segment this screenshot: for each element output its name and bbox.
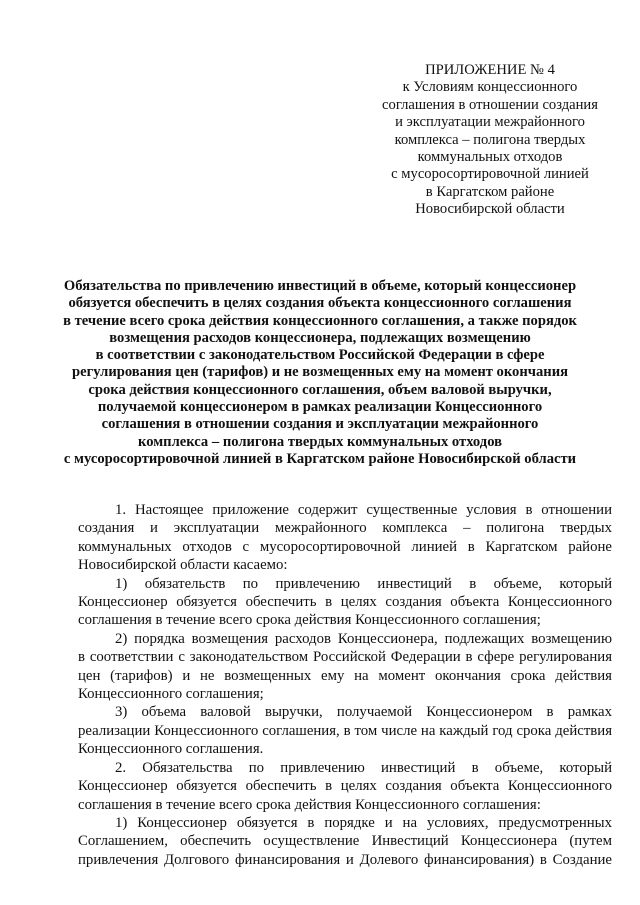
text-line: реализации Концессионного соглашения, в том числе на каждый год срока действия xyxy=(78,722,612,739)
document-heading xyxy=(20,278,620,468)
paragraph-2-item-1 xyxy=(78,814,612,869)
text-line: соглашения в течение всего срока действия Концессионного соглашения: xyxy=(78,796,541,813)
heading-line: срока действия концессионного соглашения, объем валовой выручки, xyxy=(88,381,552,398)
heading-line: возмещения расходов концессионера, подлежащих возмещению xyxy=(109,329,531,346)
heading-line: в соответствии с законодательством Российской Федерации в сфере xyxy=(95,347,545,364)
text-line: 1. Настоящее приложение содержит существенные условия в отношении xyxy=(115,502,612,518)
heading-line: обязуется обеспечить в целях создания объекта концессионного соглашения xyxy=(68,295,572,312)
appendix-header xyxy=(365,62,615,219)
paragraph-1-item-2 xyxy=(78,630,612,704)
heading-line: с мусоросортировочной линией в Каргатском районе Новосибирской области xyxy=(63,450,577,467)
paragraph-1-item-3 xyxy=(78,703,612,758)
appendix-line: в Каргатском районе xyxy=(425,183,555,200)
text-line: Новосибирской области касаемо: xyxy=(78,557,288,574)
document-body xyxy=(78,501,612,869)
appendix-line: коммунальных отходов xyxy=(417,149,563,166)
paragraph-1-item-1 xyxy=(78,575,612,630)
text-line: 3) объема валовой выручки, получаемой Концессионером в рамках xyxy=(115,704,612,721)
text-line: Концессионного соглашения; xyxy=(78,686,264,703)
text-line: 2) порядка возмещения расходов Концессионера, подлежащих возмещению xyxy=(115,630,612,647)
appendix-line: соглашения в отношении создания xyxy=(382,96,598,113)
text-line: Концессионер обязуется обеспечить в целях создания объекта Концессионного xyxy=(78,594,612,611)
appendix-line: Новосибирской области xyxy=(415,201,565,218)
appendix-line: комплекса – полигона твердых xyxy=(394,131,586,148)
heading-line: комплекса – полигона твердых коммунальных отходов xyxy=(137,433,503,450)
text-line: 2. Обязательства по привлечению инвестиций в объеме, который xyxy=(115,759,612,776)
text-line: Концессионер обязуется обеспечить в целях создания объекта Концессионного xyxy=(78,778,612,795)
text-line: цен (тарифов) и не возмещенных ему на момент окончания срока действия xyxy=(78,667,612,684)
text-line: Соглашением, обеспечить осуществление Инвестиций Концессионера (путем xyxy=(78,833,612,850)
text-line: привлечения Долгового финансирования и Долевого финансирования) в Создание xyxy=(78,851,612,868)
heading-line: получаемой концессионером в рамках реализации Концессионного xyxy=(97,399,543,416)
paragraph-1 xyxy=(78,501,612,575)
text-line: 1) Концессионер обязуется в порядке и на условиях, предусмотренных xyxy=(115,814,612,831)
heading-line: соглашения в отношении создания и эксплуатации межрайонного xyxy=(101,416,539,433)
paragraph-2 xyxy=(78,759,612,814)
heading-line: в течение всего срока действия концессионного соглашения, а также порядок xyxy=(63,312,577,329)
appendix-line: и эксплуатации межрайонного xyxy=(395,114,585,131)
appendix-line: с мусоросортировочной линией xyxy=(391,166,589,183)
heading-line: регулирования цен (тарифов) и не возмещенных ему на момент окончания xyxy=(71,364,569,381)
heading-line: Обязательства по привлечению инвестиций в объеме, который концессионер xyxy=(63,278,577,294)
text-line: коммунальных отходов с мусоросортировочной линией в Каргатском районе xyxy=(78,538,612,555)
text-line: Концессионного соглашения. xyxy=(78,741,264,758)
text-line: создания и эксплуатации межрайонного комплекса – полигона твердых xyxy=(78,520,612,537)
text-line: в соответствии с законодательством Российской Федерации в сфере регулирования xyxy=(78,649,612,666)
appendix-line: к Условиям концессионного xyxy=(402,79,578,96)
text-line: соглашения в течение всего срока действия Концессионного соглашения; xyxy=(78,612,541,629)
text-line: 1) обязательств по привлечению инвестиций в объеме, который xyxy=(115,575,612,592)
appendix-title: ПРИЛОЖЕНИЕ № 4 xyxy=(425,62,555,78)
